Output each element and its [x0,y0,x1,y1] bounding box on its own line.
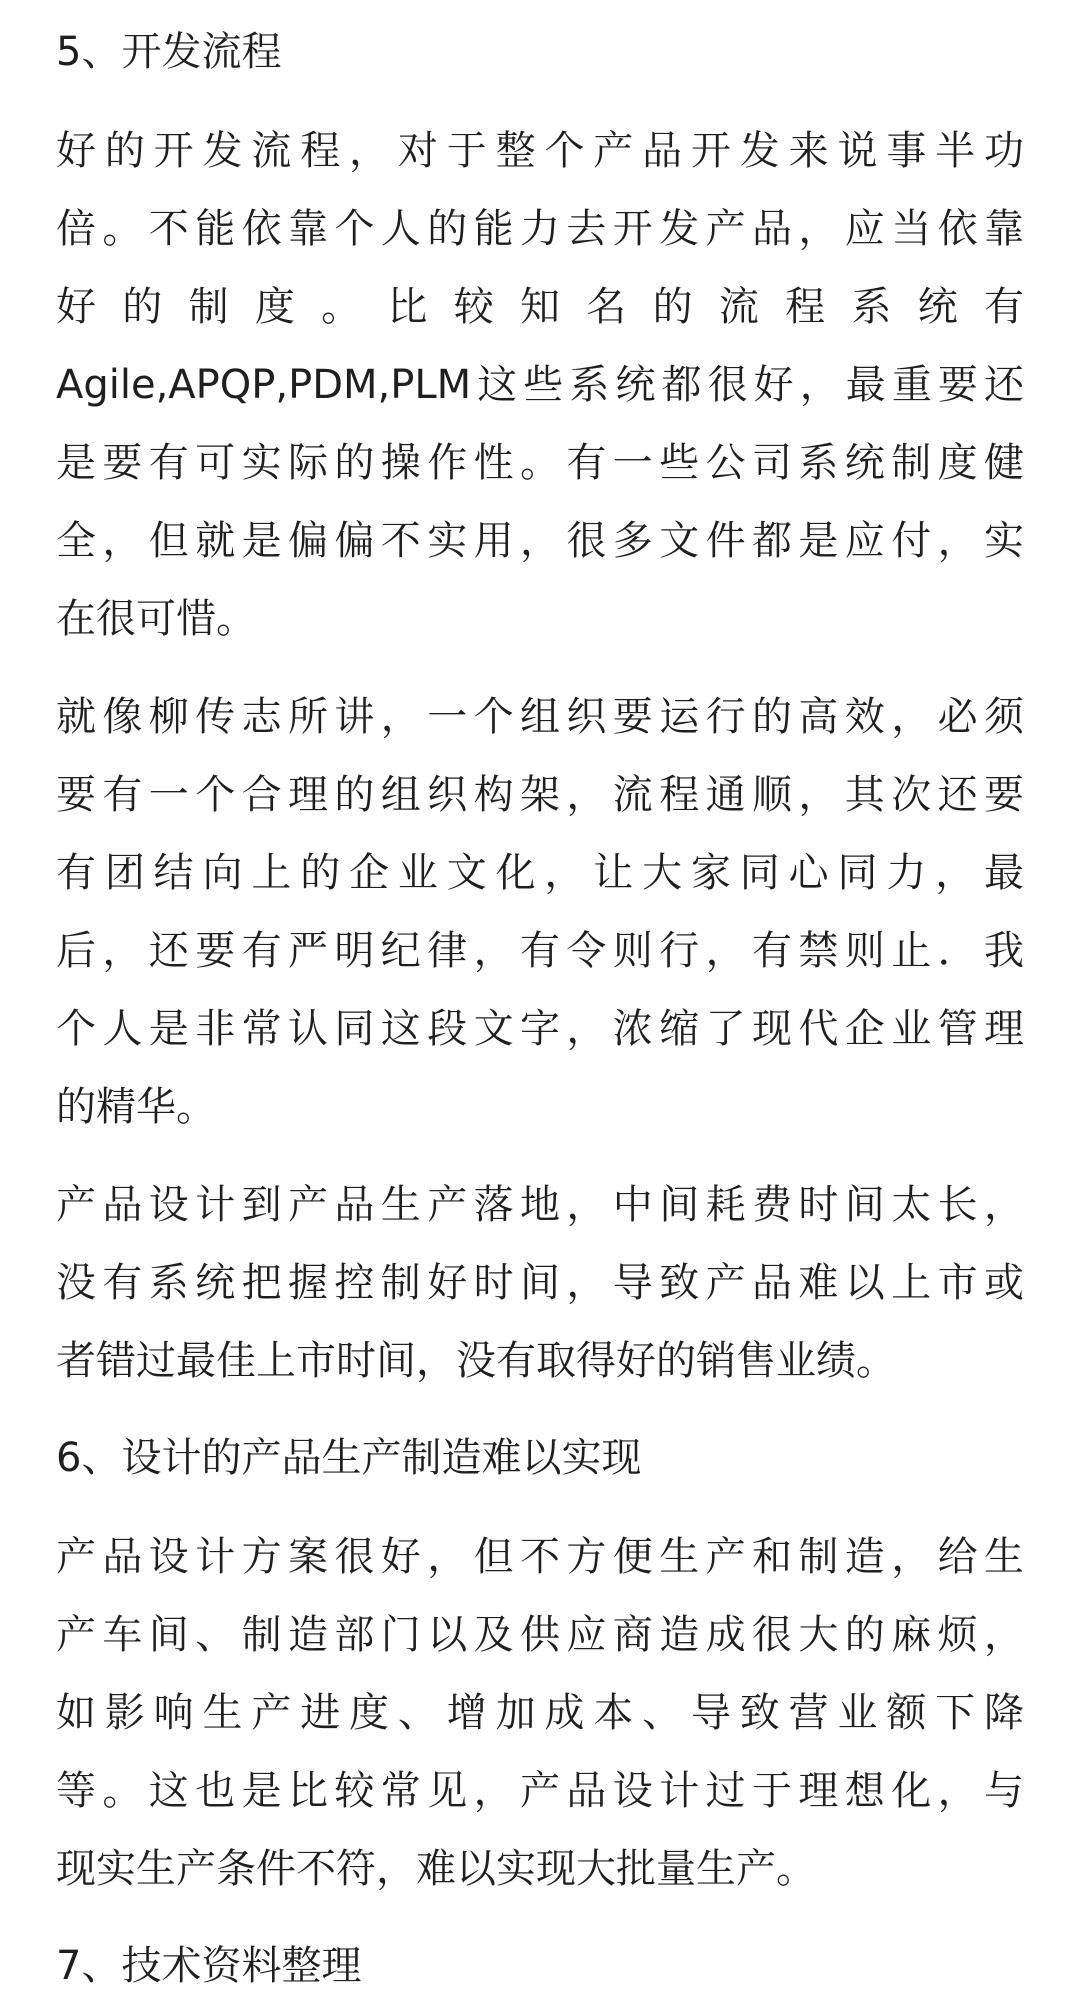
paragraph-manufacturability [56,1518,1024,1908]
text-line: 全，但就是偏偏不实用，很多文件都是应付，实 [56,518,1024,564]
text-line: 是要有可实际的操作性。有一些公司系统制度健 [56,440,1024,486]
text-line: 的精华。 [56,1084,216,1130]
text-line: 有团结向上的企业文化，让大家同心同力，最 [56,850,1024,896]
section-heading-development-process: 5、开发流程 [56,29,282,75]
text-line: 产车间、制造部门以及供应商造成很大的麻烦， [56,1612,1024,1658]
section-heading-manufacturability: 6、设计的产品生产制造难以实现 [56,1435,642,1481]
text-line: 等。这也是比较常见，产品设计过于理想化，与 [56,1768,1024,1814]
text-line: 产品设计方案很好，但不方便生产和制造，给生 [56,1534,1024,1580]
section-heading-technical-documents: 7、技术资料整理 [56,1943,362,1989]
text-line: 个人是非常认同这段文字，浓缩了现代企业管理 [56,1006,1024,1052]
text-line: 好的制度。比较知名的流程系统有 [56,284,1024,330]
text-line: 要有一个合理的组织构架，流程通顺，其次还要 [56,772,1024,818]
text-line: 如影响生产进度、增加成本、导致营业额下降 [56,1690,1024,1736]
text-line: 者错过最佳上市时间，没有取得好的销售业绩。 [56,1338,896,1384]
text-line: Agile,APQP,PDM,PLM这些系统都很好，最重要还 [56,362,1024,408]
text-line: 现实生产条件不符，难以实现大批量生产。 [56,1846,816,1892]
paragraph-liu-chuanzhi-quote [56,678,1024,1146]
text-line: 就像柳传志所讲，一个组织要运行的高效，必须 [56,694,1024,740]
paragraph-development-process-intro [56,112,1024,658]
text-line: 好的开发流程，对于整个产品开发来说事半功 [56,128,1024,174]
paragraph-design-to-production-delay [56,1166,1024,1400]
text-line: 产品设计到产品生产落地，中间耗费时间太长， [56,1182,1024,1228]
text-line: 后，还要有严明纪律，有令则行，有禁则止．我 [56,928,1024,974]
text-line: 没有系统把握控制好时间，导致产品难以上市或 [56,1260,1024,1306]
text-line: 倍。不能依靠个人的能力去开发产品，应当依靠 [56,206,1024,252]
text-line: 在很可惜。 [56,596,256,642]
